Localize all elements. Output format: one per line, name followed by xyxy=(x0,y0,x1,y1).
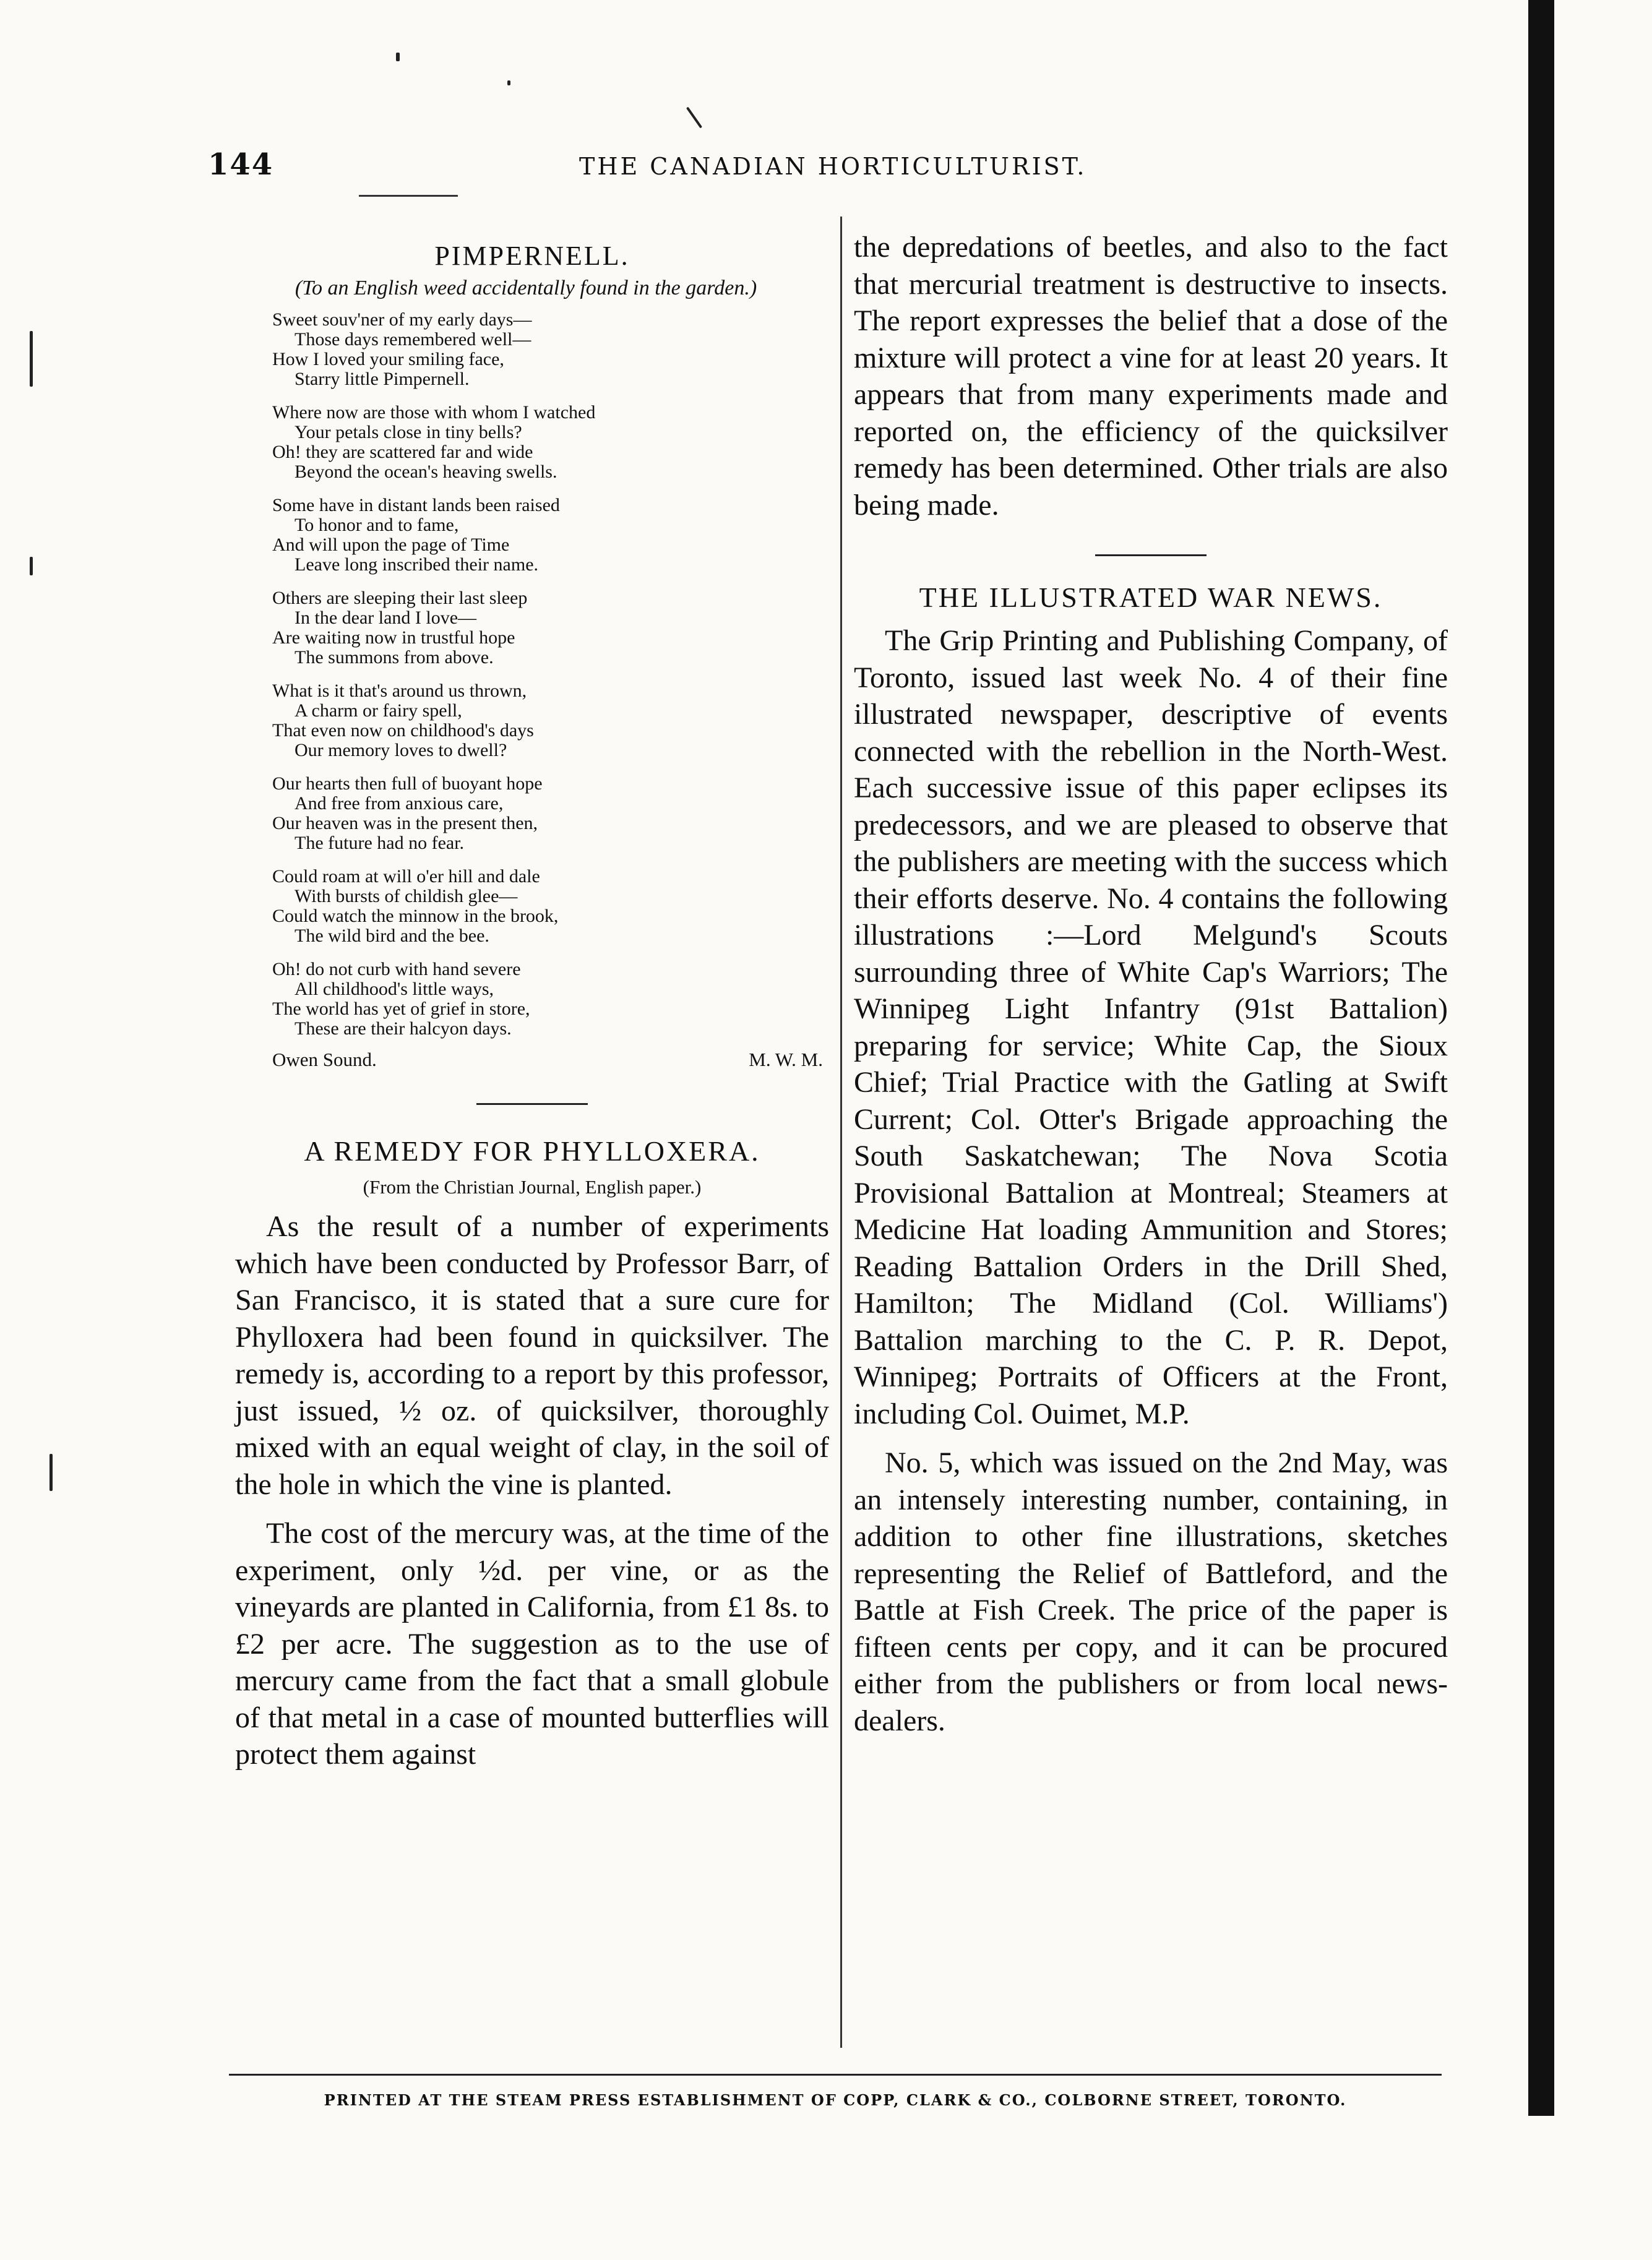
poem-line: Oh! they are scattered far and wide xyxy=(272,442,533,462)
poem-line: Our heaven was in the present then, xyxy=(272,813,538,833)
article-paragraph: The Grip Printing and Publishing Company, of Toronto, issued last week No. 4 of their fine illustrated newspaper, descriptive of events connected with the rebellion in the North-West. Each successive issue of this paper eclipses its predecessors, and we are pleased to observe that the publishers are meeting with the success which their efforts deserve. No. 4 contains the following illustrations :—Lord Melgund's Scouts surrounding three of White Cap's Warriors; The Winnipeg Light Infantry (91st Battalion) preparing for service; White Cap, the Sioux Chief; Trial Practice with the Gatling at Swift Current; Col. Otter's Brigade approaching the South Saskatchewan; The Nova Scotia Provisional Battalion at Montreal; Steamers at Medicine Hat loading Ammunition and Stores; Reading Battalion Orders in the Drill Shed, Hamilton; The Midland (Col. Williams') Battalion marching to the C. P. R. Depot, Winnipeg; Portraits of Officers at the Front, including Col. Ouimet, M.P. xyxy=(854,624,1448,1430)
poem-body xyxy=(235,310,829,1039)
article-paragraph: No. 5, which was issued on the 2nd May, was an intensely interesting number, containing, in addition to other fine illustrations, sketches representing the Relief of Battleford, and the Battle at Fish Creek. The price of the paper is fifteen cents per copy, and it can be procured either from the publishers or from local news-dealers. xyxy=(854,1446,1448,1737)
poem-line: The future had no fear. xyxy=(295,833,465,853)
page-number: 144 xyxy=(208,147,274,182)
poem-line: The summons from above. xyxy=(295,647,494,668)
poem-line: To honor and to fame, xyxy=(295,515,459,535)
print-speck xyxy=(396,53,400,61)
poem-line: Others are sleeping their last sleep xyxy=(272,588,528,608)
article-continuation: the depredations of beetles, and also to the fact that mercurial treatment is destructive to insects. The report expresses the belief that a dose of the mixture will protect a vine for at least 20 years. It appears that from many experiments made and reported on, the efficiency of the quicksilver remedy has been determined. Other trials are also being made. xyxy=(854,231,1448,522)
poem-line: Some have in distant lands been raised xyxy=(272,495,560,515)
poem-line: Your petals close in tiny bells? xyxy=(295,422,522,442)
poem-line: Starry little Pimpernell. xyxy=(295,369,470,389)
page-header xyxy=(208,147,1439,191)
poem-stanza xyxy=(272,867,829,946)
poem-stanza xyxy=(272,960,829,1039)
poem-dedication: (To an English weed accidentally found in the garden.) xyxy=(295,277,757,299)
poem-line: The wild bird and the bee. xyxy=(295,926,489,946)
print-speck xyxy=(30,557,33,575)
poem-stanza xyxy=(272,588,829,668)
poem-stanza xyxy=(272,681,829,760)
poem-initials: M. W. M. xyxy=(749,1049,823,1070)
left-column xyxy=(235,229,829,1785)
article-paragraph: The cost of the mercury was, at the time of the experiment, only ½d. per vine, or as the vineyards are planted in California, from £1 8s. to £2 per acre. The suggestion as to the use of mercury came from the fact that a small globule of that metal in a case of mounted butterflies will protect them against xyxy=(235,1517,829,1771)
article-title: THE ILLUSTRATED WAR NEWS. xyxy=(919,582,1383,613)
poem-stanza xyxy=(272,310,829,389)
header-rule xyxy=(359,195,458,197)
footer-rule xyxy=(229,2074,1442,2076)
poem-line: Where now are those with whom I watched xyxy=(272,402,596,423)
running-head: THE CANADIAN HORTICULTURIST. xyxy=(579,153,1087,180)
print-speck xyxy=(686,106,702,128)
poem-line: With bursts of childish glee— xyxy=(295,886,518,906)
right-column xyxy=(854,229,1448,1751)
poem-line: And will upon the page of Time xyxy=(272,535,510,555)
poem-line: Our memory loves to dwell? xyxy=(295,740,507,760)
poem-line: How I loved your smiling face, xyxy=(272,349,504,369)
article-paragraph: As the result of a number of experiments which have been conducted by Professor Barr, of San Francisco, it is stated that a sure cure for Phylloxera had been found in quicksilver. The remedy is, according to a report by this professor, just issued, ½ oz. of quicksilver, thoroughly mixed with an equal weight of clay, in the soil of the hole in which the vine is planted. xyxy=(235,1210,829,1501)
printer-imprint: PRINTED AT THE STEAM PRESS ESTABLISHMENT OF COPP, CLARK & CO., COLBORNE STREET, TORONTO. xyxy=(324,2091,1347,2109)
article-source: (From the Christian Journal, English paper.) xyxy=(363,1176,702,1198)
poem-line: The world has yet of grief in store, xyxy=(272,999,530,1019)
poem-line: And free from anxious care, xyxy=(295,793,504,814)
poem-line: Beyond the ocean's heaving swells. xyxy=(295,462,557,482)
poem-line: What is it that's around us thrown, xyxy=(272,681,527,701)
poem-line: All childhood's little ways, xyxy=(295,979,494,999)
poem-line: That even now on childhood's days xyxy=(272,720,534,741)
poem-stanza xyxy=(272,496,829,575)
poem-place: Owen Sound. xyxy=(272,1049,377,1070)
section-rule xyxy=(476,1103,588,1105)
poem-line: Sweet souv'ner of my early days— xyxy=(272,309,532,330)
print-speck xyxy=(30,331,33,387)
binding-edge xyxy=(1528,0,1554,2116)
poem-stanza xyxy=(272,774,829,853)
section-rule xyxy=(1095,554,1207,556)
print-speck xyxy=(507,80,510,85)
poem-line: Could roam at will o'er hill and dale xyxy=(272,866,540,887)
poem-line: Those days remembered well— xyxy=(295,329,531,350)
poem-line: Are waiting now in trustful hope xyxy=(272,627,515,648)
poem-title: PIMPERNELL. xyxy=(434,241,630,271)
poem-line: A charm or fairy spell, xyxy=(295,700,462,721)
print-speck xyxy=(49,1454,53,1491)
poem-line: In the dear land I love— xyxy=(295,608,477,628)
poem-signoff xyxy=(272,1049,829,1071)
article-title: A REMEDY FOR PHYLLOXERA. xyxy=(304,1135,760,1167)
column-divider xyxy=(840,217,842,2048)
poem-line: Could watch the minnow in the brook, xyxy=(272,906,559,926)
poem-line: Our hearts then full of buoyant hope xyxy=(272,773,543,794)
poem-stanza xyxy=(272,403,829,482)
poem-line: Oh! do not curb with hand severe xyxy=(272,959,521,979)
poem-line: Leave long inscribed their name. xyxy=(295,554,539,575)
poem-line: These are their halcyon days. xyxy=(295,1018,512,1039)
